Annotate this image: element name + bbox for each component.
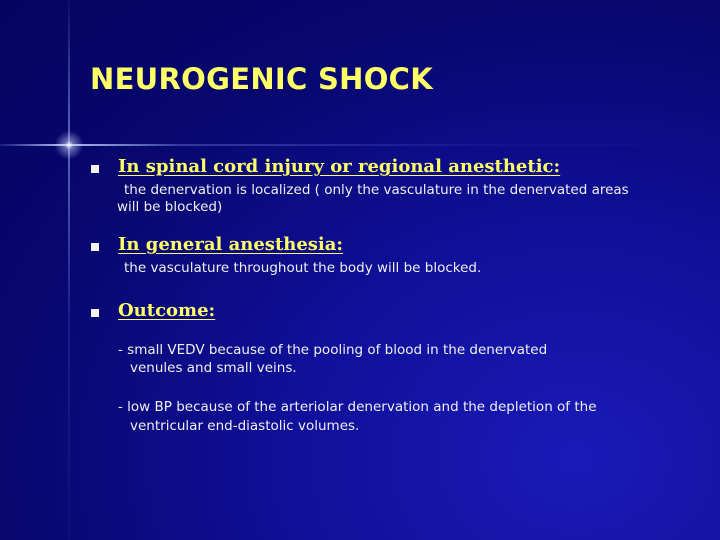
outcome-item-1-line1: - small VEDV because of the pooling of blood in the denervated <box>118 342 548 358</box>
bullet-text-spinal-line2: will be blocked) <box>117 199 223 215</box>
slide-title: NEUROGENIC SHOCK <box>90 62 434 96</box>
outcome-item-1-line2: venules and small veins. <box>130 360 297 376</box>
decorative-vertical-glow-line <box>68 0 70 540</box>
bullet-heading-general: In general anesthesia: <box>118 234 344 255</box>
bullet-square-icon <box>91 165 99 173</box>
bullet-heading-spinal: In spinal cord injury or regional anesthetic: <box>118 156 561 177</box>
bullet-heading-outcome: Outcome: <box>118 300 216 321</box>
outcome-item-2-line2: ventricular end-diastolic volumes. <box>130 418 360 434</box>
bullet-text-spinal-line1: the denervation is localized ( only the vasculature in the denervated areas <box>124 182 629 198</box>
bullet-square-icon <box>91 309 99 317</box>
outcome-item-2-line1: - low BP because of the arteriolar denervation and the depletion of the <box>118 399 597 415</box>
decorative-horizontal-glow-line <box>0 144 720 146</box>
bullet-square-icon <box>91 243 99 251</box>
decorative-star-flare <box>52 128 86 162</box>
bullet-text-general: the vasculature throughout the body will be blocked. <box>124 260 482 276</box>
